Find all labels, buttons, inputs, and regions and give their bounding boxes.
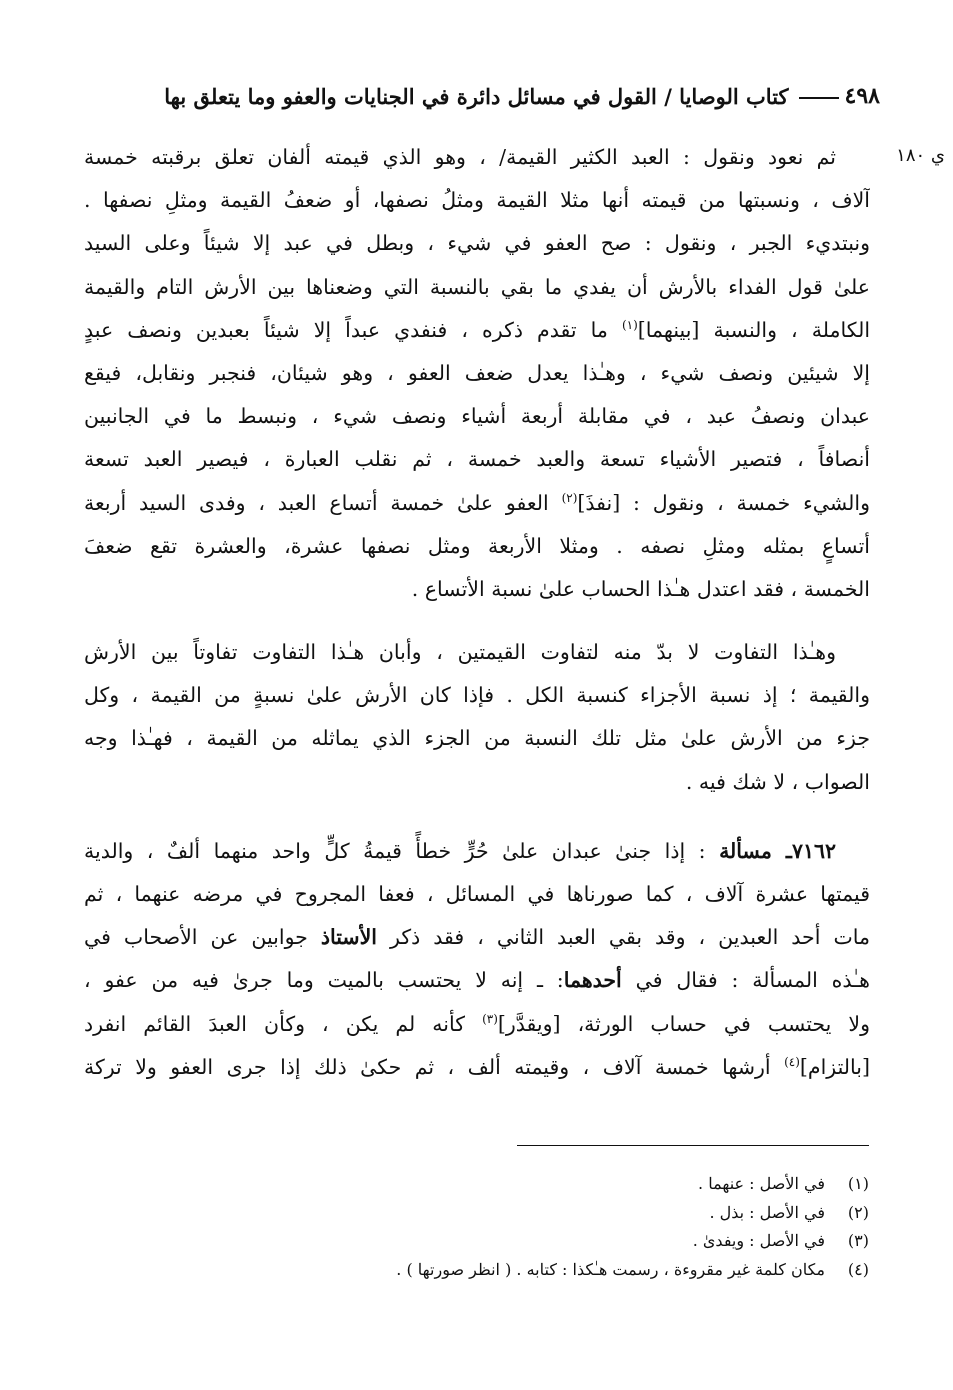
text-line xyxy=(84,959,870,1002)
footnote xyxy=(169,1227,869,1256)
text-segment: : إذا جنىٰ عبدان علىٰ حُرٍّ خطأً قيمةُ كلٍّ واحد منهما ألفٌ ، والدية xyxy=(84,838,720,863)
text-segment: العفو علىٰ خمسة أتساع العبد ، وفدى السيد أربعة xyxy=(84,490,562,515)
text-line: أنصافاً ، فتصير الأشياء تسعة والعبد خمسة ، ثم نقلب العبارة ، فيصير العبد تسعة xyxy=(84,447,870,472)
bold-term: أحدهما xyxy=(563,968,622,993)
text-segment: ما تقدم ذكره ، فنفدي عبداً إلا شيئاً بعبدين ونصف عبدٍ xyxy=(84,317,622,342)
text-line: الصواب ، لا شك فيه . xyxy=(685,769,870,794)
footnote-number: (٢) xyxy=(847,1202,869,1222)
footnote-ref: (١) xyxy=(621,317,638,332)
text-line: ثم نعود ونقول : العبد الكثير القيمة/ ، وهو الذي قيمته ألفان تعلق برقبته خمسة xyxy=(84,145,836,169)
paragraph-gap xyxy=(84,611,870,631)
text-segment: كأنه لم يكن ، وكأن العبدَ القائم انفرد xyxy=(84,1011,483,1036)
text-segment: جوابين عن الأصحاب في xyxy=(84,925,321,950)
header-title: كتاب الوصايا / القول في مسائل دائرة في الجنايات والعفو وما يتعلق بها xyxy=(164,83,789,109)
text-line: عبدان ونصفُ عبد ، في مقابلة أربعة أشياء ونصف شيء ، ونبسط ما في الجانبين xyxy=(84,404,870,429)
text-segment: الكاملة ، والنسبة [بينهما] xyxy=(637,317,870,342)
margin-reference: ي ١٨٠ xyxy=(896,145,945,166)
footnote-text: مكان كلمة غير مقروءة ، رسمت هـٰكذا : كتابه . ( انظر صورتها ) . xyxy=(396,1259,825,1279)
footnote-separator xyxy=(517,1145,869,1146)
text-line xyxy=(84,482,870,525)
text-line: أتساعٍ بمثله ومثلِ نصفه . ومثلا الأربعة ومثل نصفها عشرة، والعشرة تقع ضعفَ xyxy=(84,533,870,558)
text-segment: ولا يحتسب في حساب الورثة، [ويقدَّر] xyxy=(497,1011,870,1036)
text-line: جزء من الأرش علىٰ مثل تلك النسبة من الجزء الذي يماثله من القيمة ، فهـٰذا وجه xyxy=(84,726,870,751)
footnote-ref: (٤) xyxy=(784,1054,800,1069)
running-header xyxy=(90,78,880,114)
text-line xyxy=(84,830,870,873)
footnote xyxy=(169,1170,869,1199)
footnote-text: في الأصل : بذل . xyxy=(709,1202,825,1222)
text-segment: : ـ إنه لا يحتسب بالميت وما جرىٰ فيه من عفو ، xyxy=(84,968,564,993)
text-line: قيمتها عشرة آلاف ، كما صورناها في المسائل ، فعفا المجروح في مرضه عنهما ، ثم xyxy=(84,882,870,906)
text-segment: مات أحد العبدين ، وقد بقي العبد الثاني ، فقد ذكر xyxy=(390,925,870,950)
text-line xyxy=(84,916,870,959)
paragraph-gap xyxy=(84,804,870,830)
footnote-number: (٤) xyxy=(847,1259,869,1279)
footnote-text: في الأصل : عنهما . xyxy=(698,1174,825,1193)
footnote-number: (١) xyxy=(847,1174,869,1193)
text-line xyxy=(84,309,870,352)
text-line xyxy=(84,1046,870,1089)
header-rule xyxy=(799,97,839,99)
footnotes xyxy=(169,1170,869,1284)
text-line xyxy=(84,1003,870,1046)
text-line: الخمسة ، فقد اعتدل هـٰذا الحساب علىٰ نسبة الأتساع . xyxy=(411,576,870,601)
page-number: ٤٩٨ xyxy=(844,83,880,109)
footnote-number: (٣) xyxy=(847,1231,869,1250)
text-segment: والشيء خمسة ، ونقول : [نفذَ] xyxy=(577,490,870,515)
footnote xyxy=(169,1199,869,1228)
footnote-text: في الأصل : ويفدىٰ . xyxy=(692,1231,825,1250)
text-line: وهـٰذا التفاوت لا بدّ منه لتفاوت القيمتين ، وأبان هـٰذا التفاوت تفاوتاً بين الأرش xyxy=(84,640,836,665)
issue-number: ٧١٦٢ـ مسألة xyxy=(719,838,836,863)
text-line: ونبتديء الجبر ، ونقول : صح العفو في شيء ، وبطل في عبد إلا شيئاً وعلى السيد xyxy=(84,231,870,256)
footnote-ref: (٢) xyxy=(561,490,578,505)
footnote xyxy=(169,1256,869,1285)
text-line: آلاف ، ونسبتها من قيمته أنها مثلا القيمة ومثلُ نصفها، أو ضعفُ القيمة ومثلِ نصفها . xyxy=(84,188,870,213)
text-line: إلا شيئين ونصف شيء ، وهـٰذا يعدل ضعف العفو ، وهو شيئان، فنجبر ونقابل، فيقع xyxy=(84,360,870,385)
text-line: والقيمة ؛ إذ نسبة الأجزاء كنسبة الكل . فإذا كان الأرش علىٰ نسبةٍ من القيمة ، وكل xyxy=(84,683,870,708)
main-text xyxy=(84,136,870,1089)
text-segment: أرشها خمسة آلاف ، وقيمته ألف ، ثم حكىٰ ذلك إذا جرى العفو ولا تركة xyxy=(84,1054,785,1079)
footnote-ref: (٣) xyxy=(482,1011,498,1026)
text-segment: [بالتزام] xyxy=(799,1054,870,1079)
bold-term: الأستاذ xyxy=(320,925,377,950)
text-line: علىٰ قول الفداء بالأرش أن يفدي ما بقي بالنسبة التي وضعناها بين الأرش التام والقيمة xyxy=(84,274,870,299)
text-segment: هـٰذه المسألة : فقال في xyxy=(635,968,870,993)
